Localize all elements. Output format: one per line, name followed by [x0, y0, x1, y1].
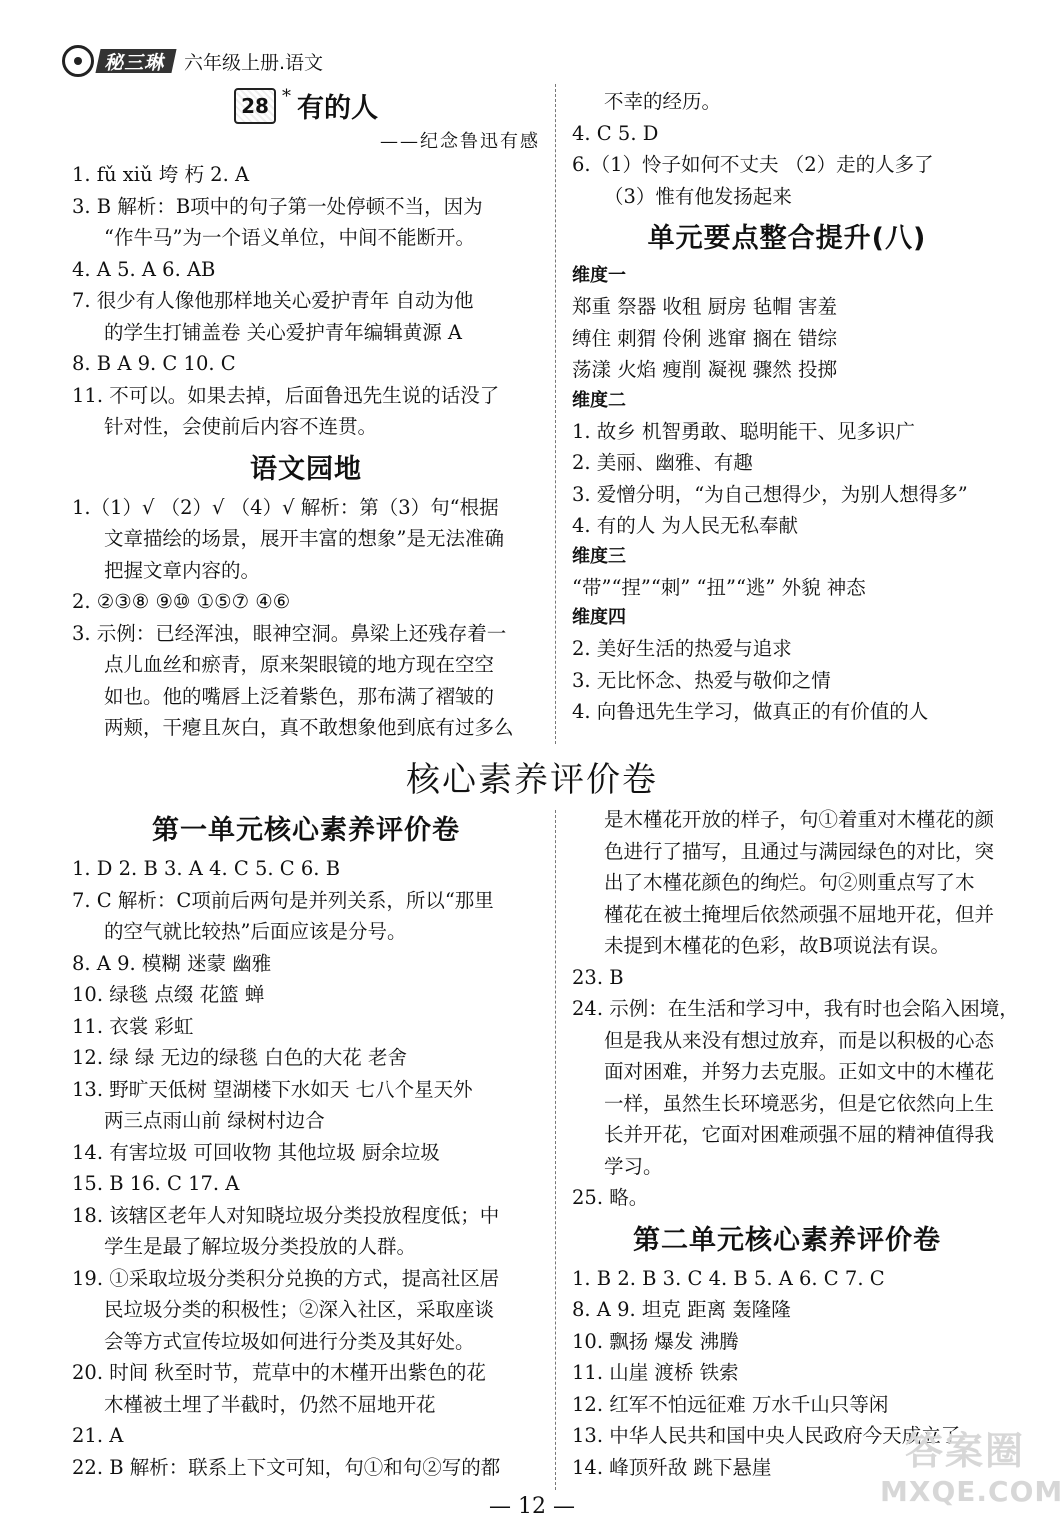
answer-line: 的空气就比较热”后面应该是分号。 — [104, 920, 407, 943]
answer-line: 3. 爱憎分明，“为自己想得少，为别人想得多” — [572, 482, 968, 506]
right-top-column — [572, 86, 1002, 728]
answer-line: 长并开花，它面对困难顽强不屈的精神值得我 — [604, 1123, 995, 1146]
answer-line: 3. B 解析：B项中的句子第一处停顿不当，因为 — [72, 194, 483, 218]
answer-line: 出了木槿花颜色的绚烂。句②则重点写了木 — [604, 871, 975, 894]
answer-line: 荡漾 火焰 瘦削 凝视 骤然 投掷 — [572, 358, 837, 381]
dimension-label: 维度一 — [572, 265, 626, 286]
answer-line: 4. C 5. D — [572, 121, 659, 145]
answer-line: 民垃圾分类的积极性；②深入社区，采取座谈 — [104, 1298, 495, 1321]
answer-line: 未提到木槿花的色彩，故B项说法有误。 — [604, 934, 950, 957]
answer-line: 11. 衣裳 彩虹 — [72, 1014, 194, 1038]
answer-line: 4. 向鲁迅先生学习，做真正的有价值的人 — [572, 700, 929, 723]
page-number: — 12 — — [489, 1494, 575, 1519]
answer-line: 10. 绿毯 点缀 花篮 蝉 — [72, 983, 265, 1006]
answer-line: 1. D 2. B 3. A 4. C 5. C 6. B — [72, 857, 341, 880]
answer-line: 2. 美丽、幽雅、有趣 — [572, 451, 753, 474]
answer-line: 6.（1）怜子如何不丈夫 （2）走的人多了 — [572, 153, 934, 176]
watermark-text-bottom: MXQE.COM — [880, 1475, 1064, 1508]
answer-line: 会等方式宣传垃圾如何进行分类及其好处。 — [104, 1329, 475, 1353]
page-header — [62, 44, 323, 78]
answer-line: 如也。他的嘴唇上泛着紫色，那布满了褶皱的 — [104, 684, 495, 708]
answer-line: 1. fǔ xiǔ 垮 朽 2. A — [72, 163, 250, 186]
left-top-column — [72, 86, 540, 744]
right-bottom-column — [572, 804, 1019, 1483]
answer-line: 13. 野旷天低树 望湖楼下水如天 七八个星天外 — [72, 1077, 473, 1101]
lesson-subtitle: ——纪念鲁迅有感 — [380, 131, 540, 152]
lesson-star-mark: * — [282, 86, 291, 107]
answer-line: 8. A 9. 坦克 距离 轰隆隆 — [572, 1298, 791, 1321]
answer-line: 24. 示例：在生活和学习中，我有时也会陷入困境， — [572, 997, 1019, 1020]
answer-line: 25. 略。 — [572, 1186, 649, 1209]
answer-line: 23. B — [572, 965, 624, 989]
answer-line: 学习。 — [604, 1154, 663, 1178]
answer-line: 两颊，干瘪且灰白，真不敢想象他到底有过多么 — [104, 716, 514, 739]
answer-line: 郑重 祭器 收租 厨房 毡帽 害羞 — [572, 295, 837, 318]
answer-line: 但是我从来没有想过放弃，而是以积极的心态 — [604, 1028, 995, 1052]
answer-line: 学生是最了解垃圾分类投放的人群。 — [104, 1235, 417, 1258]
answer-line: 木槿被土埋了半截时，仍然不屈地开花 — [104, 1392, 436, 1416]
answer-line: 把握文章内容的。 — [104, 558, 261, 582]
answer-line: 3. 无比怀念、热爱与敬仰之情 — [572, 668, 831, 692]
answer-line: 8. A 9. 模糊 迷蒙 幽雅 — [72, 951, 272, 975]
answer-line: 1.（1）√ （2）√ （4）√ 解析：第（3）句“根据 — [72, 495, 499, 519]
answer-line: 1. 故乡 机智勇敢、聪明能干、见多识广 — [572, 419, 916, 443]
watermark-text-top: 答案圈 — [904, 1429, 1025, 1473]
answer-line: 12. 绿 绿 无边的绿毯 白色的大花 老舍 — [72, 1046, 408, 1069]
lesson-title: 有的人 — [297, 93, 378, 124]
lesson-title-row — [72, 86, 540, 125]
answer-line: 针对性，会使前后内容不连贯。 — [104, 415, 378, 438]
answer-line: 2. 美好生活的热爱与追求 — [572, 637, 792, 660]
answer-line: 14. 峰顶歼敌 跳下悬崖 — [572, 1455, 772, 1479]
answer-line: 19. ①采取垃圾分类积分兑换的方式，提高社区居 — [72, 1266, 500, 1290]
unit2-test-title: 第二单元核心素养评价卷 — [633, 1224, 941, 1256]
logo-text: 秘三琳 — [95, 49, 176, 73]
left-bottom-column — [72, 804, 540, 1483]
answer-line: 11. 不可以。如果去掉，后面鲁迅先生说的话没了 — [72, 383, 500, 407]
answer-line: 色进行了描写，且通过与满园绿色的对比，突 — [604, 839, 995, 863]
answer-line: 7. 很少有人像他那样地关心爱护青年 自动为他 — [72, 289, 474, 312]
answer-line: 18. 该辖区老年人对知晓垃圾分类投放程度低；中 — [72, 1203, 500, 1227]
section-title-core-literacy: 核心素养评价卷 — [406, 760, 658, 800]
unit1-test-title: 第一单元核心素养评价卷 — [152, 815, 460, 846]
answer-line: 4. 有的人 为人民无私奉献 — [572, 514, 799, 537]
answer-line: （3）惟有他发扬起来 — [604, 184, 792, 208]
answer-line: 点儿血丝和瘀青，原来架眼镜的地方现在空空 — [104, 653, 495, 676]
answer-line: 槿花在被土掩埋后依然顽强不屈地开花，但并 — [604, 902, 995, 926]
answer-line: 2. ②③⑧ ⑨⑩ ①⑤⑦ ④⑥ — [72, 590, 291, 613]
answer-line: 缚住 刺猬 伶俐 逃窜 搁在 错综 — [572, 326, 837, 350]
answer-line: “带”“捏”“刺” “扭”“逃” 外貌 神态 — [572, 575, 866, 599]
column-divider-top — [555, 84, 556, 744]
answer-line: 4. A 5. A 6. AB — [72, 257, 216, 281]
dimension-label: 维度四 — [572, 607, 626, 628]
answer-line: 1. B 2. B 3. C 4. B 5. A 6. C 7. C — [572, 1266, 885, 1290]
answer-line: 一样，虽然生长环境恶劣，但是它依然向上生 — [604, 1091, 995, 1115]
answer-line: 13. 中华人民共和国中央人民政府今天成立了 — [572, 1424, 961, 1447]
answer-line: 14. 有害垃圾 可回收物 其他垃圾 厨余垃圾 — [72, 1140, 440, 1164]
answer-line: “作牛马”为一个语义单位，中间不能断开。 — [104, 226, 475, 249]
answer-line: 两三点雨山前 绿树村边合 — [104, 1109, 325, 1132]
book-title: 六年级上册.语文 — [184, 51, 324, 74]
dimension-label: 维度三 — [572, 545, 626, 567]
answer-line: 的学生打铺盖卷 关心爱护青年编辑黄源 A — [104, 320, 462, 344]
brand-logo — [62, 45, 174, 77]
section-title-yuwen-yuandi: 语文园地 — [250, 453, 362, 485]
answer-line: 20. 时间 秋至时节，荒草中的木槿开出紫色的花 — [72, 1361, 486, 1384]
column-divider-bottom — [555, 810, 556, 1490]
answer-line: 22. B 解析：联系上下文可知，句①和句②写的都 — [72, 1455, 501, 1479]
logo-circle-icon — [62, 45, 94, 77]
answer-line: 面对困难，并努力去克服。正如文中的木槿花 — [604, 1060, 995, 1083]
answer-line: 21. A — [72, 1424, 124, 1447]
answer-line: 8. B A 9. C 10. C — [72, 352, 236, 375]
answer-line: 11. 山崖 渡桥 铁索 — [572, 1361, 739, 1384]
answer-line: 15. B 16. C 17. A — [72, 1172, 240, 1195]
answer-line: 是木槿花开放的样子，句①着重对木槿花的颜 — [604, 808, 995, 831]
answer-line: 12. 红军不怕远征难 万水千山只等闲 — [572, 1392, 889, 1416]
dimension-label: 维度二 — [572, 389, 626, 411]
answer-line: 10. 飘扬 爆发 沸腾 — [572, 1329, 739, 1353]
lesson-number-badge: 28 — [234, 88, 276, 124]
answer-line: 3. 示例：已经浑浊，眼神空洞。鼻梁上还残存着一 — [72, 621, 507, 645]
answer-line: 文章描绘的场景，展开丰富的想象”是无法准确 — [104, 527, 504, 550]
answer-line: 不幸的经历。 — [604, 90, 722, 113]
section-title-unit8-review: 单元要点整合提升(八) — [647, 223, 927, 254]
answer-line: 7. C 解析：C项前后两句是并列关系，所以“那里 — [72, 888, 494, 912]
